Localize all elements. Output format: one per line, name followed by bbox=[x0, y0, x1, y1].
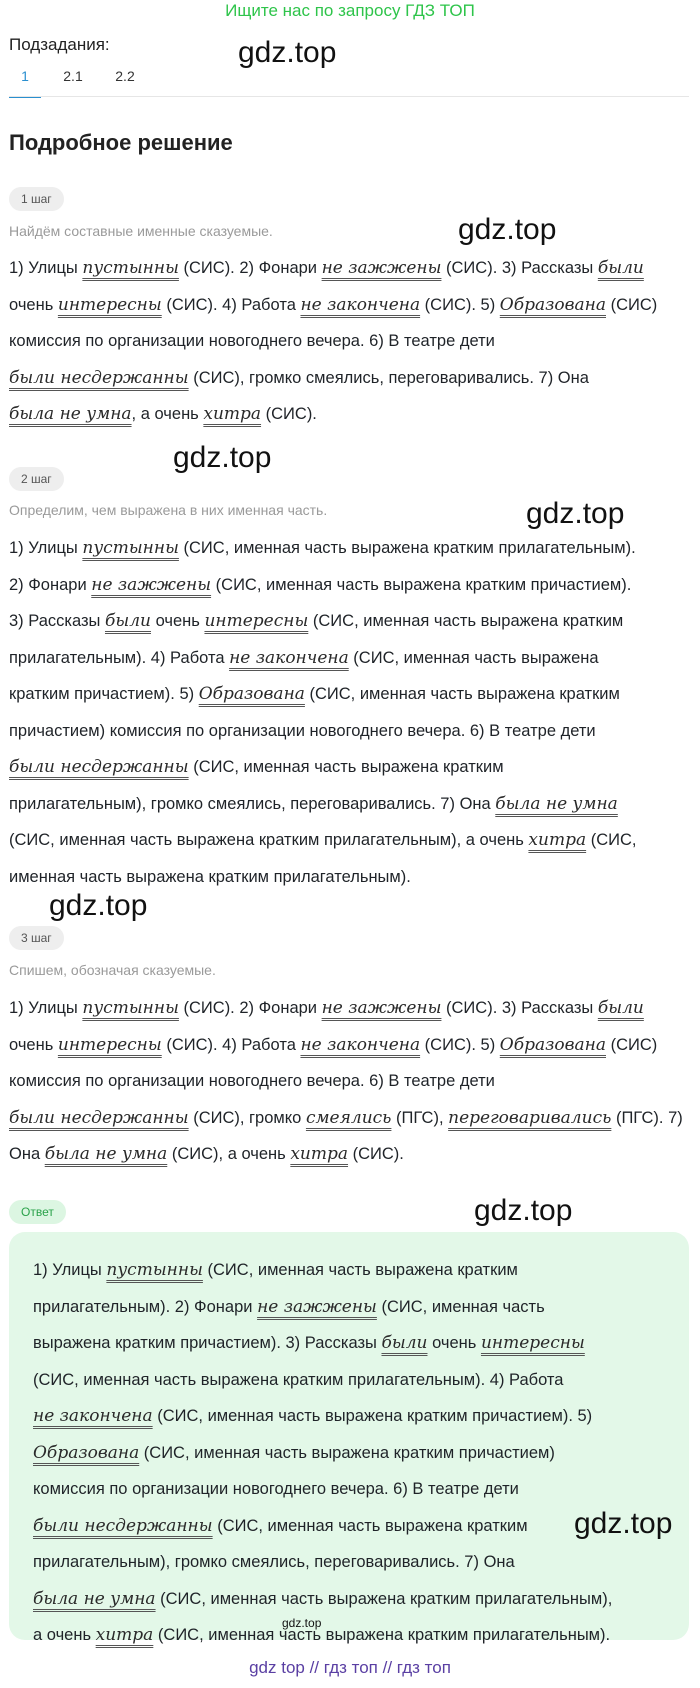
text-segment: прилагательным), громко смеялись, переговаривались. 7) Она bbox=[33, 1553, 515, 1571]
text-segment: 1) Улицы bbox=[33, 1261, 107, 1279]
text-segment: именная часть выражена кратким прилагательным). bbox=[9, 867, 411, 886]
text-line bbox=[9, 1063, 495, 1100]
text-line bbox=[9, 567, 631, 604]
predicate: были bbox=[104, 611, 151, 631]
predicate: не зажжены bbox=[257, 1296, 377, 1317]
watermark: gdz.top bbox=[526, 497, 625, 530]
text-line bbox=[33, 1617, 610, 1654]
text-line bbox=[9, 250, 644, 287]
predicate: Образована bbox=[499, 294, 606, 315]
text-segment: (ПГС). 7) bbox=[611, 1108, 683, 1127]
text-segment: (СИС) bbox=[606, 1035, 658, 1054]
watermark: gdz.top bbox=[574, 1507, 673, 1540]
text-segment: а очень bbox=[33, 1626, 96, 1644]
predicate: хитра bbox=[95, 1625, 154, 1645]
text-segment: (СИС). 3) Рассказы bbox=[441, 259, 598, 277]
text-line bbox=[33, 1544, 515, 1581]
text-segment: очень bbox=[9, 295, 58, 314]
answer-box bbox=[9, 1232, 689, 1645]
predicate: пустынны bbox=[82, 998, 179, 1018]
predicate: не зажжены bbox=[321, 998, 442, 1018]
predicate: были bbox=[597, 998, 644, 1018]
predicate: были bbox=[381, 1333, 428, 1353]
text-line bbox=[9, 603, 623, 640]
text-line bbox=[9, 990, 644, 1027]
tab-subtask-2-1[interactable]: 2.1 bbox=[63, 68, 83, 84]
text-line bbox=[9, 360, 589, 397]
text-line bbox=[9, 1027, 657, 1064]
watermark: gdz.top bbox=[474, 1194, 573, 1227]
text-segment: 3) Рассказы bbox=[9, 612, 105, 630]
text-segment: (СИС), громко bbox=[188, 1108, 306, 1127]
tab-subtask-2-2[interactable]: 2.2 bbox=[115, 68, 135, 84]
watermark: gdz.top bbox=[173, 441, 272, 474]
predicate: смеялись bbox=[305, 1107, 392, 1128]
text-line bbox=[9, 676, 620, 713]
text-segment: кратким причастием). 5) bbox=[9, 685, 199, 703]
text-segment: комиссия по организации новогоднего вечера. 6) В театре дети bbox=[33, 1480, 519, 1498]
text-segment: 2) Фонари bbox=[9, 575, 92, 594]
text-segment: (СИС), а очень bbox=[167, 1145, 291, 1163]
predicate: интересны bbox=[57, 1034, 162, 1055]
watermark-small: gdz.top bbox=[282, 1616, 322, 1630]
text-line bbox=[9, 822, 636, 859]
text-line bbox=[33, 1581, 612, 1618]
text-segment: (СИС). 2) Фонари bbox=[178, 999, 322, 1017]
predicate: не закончена bbox=[33, 1406, 153, 1426]
solution-title: Подробное решение bbox=[9, 130, 233, 155]
text-line bbox=[33, 1252, 518, 1289]
predicate: Образована bbox=[499, 1034, 606, 1055]
tab-subtask-1[interactable]: 1 bbox=[9, 64, 41, 98]
text-segment: (СИС). 4) Работа bbox=[161, 295, 301, 314]
watermark: gdz.top bbox=[458, 213, 557, 246]
predicate: была не умна bbox=[9, 404, 132, 424]
text-segment: комиссия по организации новогоднего вечера. 6) В театре дети bbox=[9, 332, 495, 350]
tabs-divider bbox=[9, 96, 689, 97]
step-1-hint: Найдём составные именные сказуемые. bbox=[9, 223, 273, 239]
text-segment: 1) Улицы bbox=[9, 999, 83, 1017]
predicate: были несдержанны bbox=[9, 1107, 189, 1128]
step-3-hint: Спишем, обозначая сказуемые. bbox=[9, 962, 216, 978]
text-line bbox=[9, 1136, 404, 1173]
text-line bbox=[33, 1398, 592, 1435]
predicate: хитра bbox=[203, 404, 262, 424]
text-segment: (СИС, именная часть выражена кратким причастием) bbox=[139, 1443, 555, 1462]
step-3-chip: 3 шаг bbox=[9, 926, 64, 950]
text-segment: Она bbox=[9, 1145, 45, 1163]
step-2-hint: Определим, чем выражена в них именная часть. bbox=[9, 502, 328, 518]
text-segment: (СИС, именная часть выражена кратким прилагательным). bbox=[153, 1626, 611, 1644]
text-segment: прилагательным), громко смеялись, переговаривались. 7) Она bbox=[9, 794, 496, 813]
predicate: не зажжены bbox=[91, 574, 212, 595]
predicate: хитра bbox=[528, 830, 587, 850]
text-line bbox=[33, 1471, 519, 1508]
text-segment: 1) Улицы bbox=[9, 539, 83, 557]
text-segment: (СИС), громко смеялись, переговаривались. 7) Она bbox=[188, 368, 589, 387]
predicate: не закончена bbox=[300, 294, 421, 315]
predicate: были несдержанны bbox=[9, 367, 189, 388]
text-segment: (СИС, именная часть выражена кратким прилагательным), bbox=[155, 1589, 613, 1608]
predicate: Образована bbox=[198, 684, 305, 704]
text-line bbox=[9, 640, 599, 677]
watermark: gdz.top bbox=[238, 36, 337, 69]
text-segment: (СИС, именная часть выражена кратким bbox=[304, 685, 620, 703]
predicate: Образована bbox=[33, 1442, 140, 1463]
predicate: пустынны bbox=[82, 538, 179, 558]
text-segment: (СИС, именная часть выражена кратким причастием). bbox=[211, 575, 632, 594]
predicate: были bbox=[597, 258, 644, 278]
text-line bbox=[9, 713, 596, 750]
text-segment: (СИС, именная часть выражена кратким bbox=[212, 1516, 528, 1535]
text-segment: (СИС, именная часть выражена кратким bbox=[308, 612, 624, 630]
text-segment: (СИС). 2) Фонари bbox=[178, 259, 322, 277]
text-line bbox=[9, 323, 495, 360]
answer-chip: Ответ bbox=[9, 1200, 66, 1224]
predicate: пустынны bbox=[106, 1260, 203, 1280]
text-segment: очень bbox=[427, 1334, 481, 1352]
predicate: интересны bbox=[57, 294, 162, 315]
text-line bbox=[33, 1289, 545, 1326]
text-line bbox=[9, 396, 317, 433]
text-segment: (СИС, именная часть выражена кратким прилагательным). 4) Работа bbox=[33, 1370, 564, 1389]
text-segment: (СИС). 5) bbox=[420, 1035, 500, 1054]
predicate: пустынны bbox=[82, 258, 179, 278]
step-1-chip: 1 шаг bbox=[9, 187, 64, 211]
text-segment: , а очень bbox=[131, 405, 204, 423]
predicate: была не умна bbox=[33, 1588, 156, 1609]
text-segment: (СИС, именная часть выражена кратким прилагательным). bbox=[178, 539, 636, 557]
text-segment: (СИС). 5) bbox=[420, 295, 500, 314]
text-segment: (СИС). bbox=[261, 405, 317, 423]
predicate: переговаривались bbox=[448, 1107, 612, 1128]
predicate: хитра bbox=[290, 1144, 349, 1164]
step-2-chip: 2 шаг bbox=[9, 467, 64, 491]
predicate: не закончена bbox=[229, 647, 349, 668]
text-segment: (СИС, bbox=[586, 831, 637, 849]
search-banner: Ищите нас по запросу ГДЗ ТОП bbox=[225, 1, 475, 20]
predicate: были несдержанны bbox=[33, 1515, 213, 1536]
predicate: были несдержанны bbox=[9, 757, 189, 777]
text-segment: (СИС). bbox=[348, 1145, 404, 1163]
text-line bbox=[9, 1100, 683, 1137]
text-segment: очень bbox=[150, 612, 205, 630]
text-line bbox=[9, 786, 618, 823]
text-line bbox=[9, 749, 504, 786]
text-segment: (СИС). 3) Рассказы bbox=[441, 999, 598, 1017]
text-segment: комиссия по организации новогоднего вечера. 6) В театре дети bbox=[9, 1072, 495, 1090]
text-segment: (СИС, именная часть выражена кратким причастием). 5) bbox=[152, 1407, 593, 1425]
text-line bbox=[33, 1362, 563, 1399]
text-line bbox=[33, 1325, 585, 1362]
text-segment: причастием) комиссия по организации новогоднего вечера. 6) В театре дети bbox=[9, 721, 596, 740]
text-segment: очень bbox=[9, 1035, 58, 1054]
text-segment: (СИС, именная часть выражена кратким bbox=[202, 1261, 518, 1279]
predicate: интересны bbox=[204, 611, 309, 631]
subtasks-title: Подзадания: bbox=[9, 35, 110, 54]
text-segment: (СИС). 4) Работа bbox=[161, 1035, 301, 1054]
text-segment: 1) Улицы bbox=[9, 259, 83, 277]
text-line bbox=[9, 530, 636, 567]
text-line bbox=[9, 287, 657, 324]
footer-links[interactable]: gdz top // гдз топ // гдз топ bbox=[249, 1658, 451, 1677]
text-segment: (ПГС), bbox=[391, 1108, 449, 1127]
text-segment: прилагательным). 4) Работа bbox=[9, 648, 230, 667]
text-segment: выражена кратким причастием). 3) Рассказы bbox=[33, 1334, 382, 1352]
text-segment: (СИС, именная часть bbox=[376, 1297, 545, 1316]
predicate: интересны bbox=[480, 1333, 585, 1353]
text-segment: прилагательным). 2) Фонари bbox=[33, 1297, 258, 1316]
text-line bbox=[33, 1435, 555, 1472]
text-segment: (СИС, именная часть выражена кратким bbox=[188, 758, 504, 776]
text-segment: (СИС) bbox=[606, 295, 658, 314]
predicate: не закончена bbox=[300, 1034, 421, 1055]
watermark: gdz.top bbox=[49, 889, 148, 922]
predicate: была не умна bbox=[495, 793, 618, 814]
text-segment: (СИС, именная часть выражена bbox=[348, 648, 599, 667]
text-segment: (СИС, именная часть выражена кратким прилагательным), а очень bbox=[9, 831, 529, 849]
predicate: была не умна bbox=[44, 1144, 168, 1164]
predicate: не зажжены bbox=[321, 258, 442, 278]
text-line bbox=[33, 1508, 528, 1545]
